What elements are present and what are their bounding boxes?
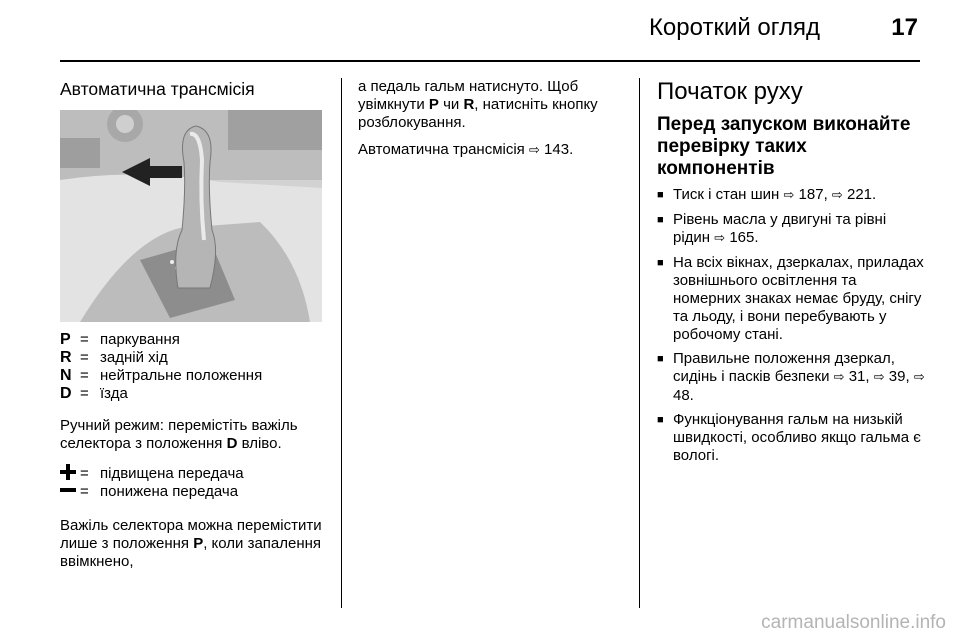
page-ref: 31, xyxy=(844,368,874,385)
manual-mode-paragraph xyxy=(60,417,326,453)
legend-text: підвищена передача xyxy=(100,465,244,482)
bullet-item xyxy=(657,254,925,344)
bullet-square-icon: ■ xyxy=(657,353,664,365)
page-ref-arrow-icon: ⇨ xyxy=(833,370,845,385)
bullet-text: На всіх вікнах, дзеркалах, приладах зовнішнього освітлення та номерних знаках немає бруду, снігу та льоду, і вони перебувають у робочому стані. xyxy=(673,254,924,343)
legend-equals: = xyxy=(80,385,89,402)
legend-equals: = xyxy=(80,483,89,500)
legend-equals: = xyxy=(80,465,89,482)
cross-reference-page: 143. xyxy=(539,141,574,158)
legend-key: R xyxy=(60,349,72,366)
page-ref: 39, xyxy=(884,368,914,385)
bullet-text xyxy=(673,186,876,205)
gear-selector-photo xyxy=(60,110,322,322)
legend-equals: = xyxy=(80,349,89,366)
minus-icon xyxy=(60,482,80,503)
page-ref: 187, xyxy=(794,186,832,203)
manual-mode-text-end: вліво. xyxy=(237,435,282,452)
gear-change-legend xyxy=(60,465,326,501)
legend-equals: = xyxy=(80,367,89,384)
legend-equals: = xyxy=(80,331,89,348)
selector-move-paragraph xyxy=(60,517,326,571)
watermark: carmanualsonline.info xyxy=(761,612,946,633)
bullet-item xyxy=(657,186,925,205)
checklist-subtitle: Перед запуском виконайте перевірку таких компонентів xyxy=(657,114,911,179)
column-1 xyxy=(60,78,326,571)
page-ref-arrow-icon: ⇨ xyxy=(528,143,540,158)
page-ref-arrow-icon: ⇨ xyxy=(913,370,925,385)
selector-move-text-end: , коли запалення ввімкнено, xyxy=(60,535,322,570)
legend-row xyxy=(60,367,326,385)
brake-key-p: P xyxy=(428,96,439,113)
section-title-automatic-transmission: Автоматична трансмісія xyxy=(60,79,255,99)
page-ref-arrow-icon: ⇨ xyxy=(783,188,795,203)
bullet-item xyxy=(657,211,925,248)
bullet-text xyxy=(673,350,925,405)
legend-row xyxy=(60,483,326,501)
column-3 xyxy=(657,78,925,465)
legend-text: нейтральне положення xyxy=(100,367,263,384)
page-ref: 48. xyxy=(673,387,694,404)
bullet-square-icon: ■ xyxy=(657,257,664,269)
running-header-title: Короткий огляд xyxy=(648,14,820,41)
bullet-square-icon: ■ xyxy=(657,189,664,201)
section-title-starting-off: Початок руху xyxy=(657,78,803,105)
bullet-item xyxy=(657,411,925,465)
cross-reference-text: Автоматична трансмісія xyxy=(358,141,529,158)
selector-move-key: P xyxy=(193,535,204,552)
column-2 xyxy=(358,78,622,160)
bullet-square-icon: ■ xyxy=(657,414,664,426)
bullet-text: Функціонування гальм на низькій швидкості, особливо якщо гальма є вологі. xyxy=(673,411,921,464)
legend-key: P xyxy=(60,331,71,348)
legend-text: їзда xyxy=(100,385,128,402)
brake-text-end: , натисніть кнопку розблокування. xyxy=(358,96,598,131)
legend-key: N xyxy=(60,367,72,384)
manual-mode-key: D xyxy=(226,435,238,452)
bullet-text-part: Правильне положення дзеркал, сидінь і пасків безпеки xyxy=(673,350,895,385)
legend-text: понижена передача xyxy=(100,483,239,500)
header-rule xyxy=(60,60,920,62)
brake-paragraph xyxy=(358,78,622,132)
selector-move-text: Важіль селектора можна перемістити лише з положення xyxy=(60,517,322,552)
legend-row xyxy=(60,465,326,483)
legend-text: задній хід xyxy=(100,349,168,366)
legend-row xyxy=(60,385,326,403)
page-ref: 165. xyxy=(725,229,759,246)
legend-row xyxy=(60,331,326,349)
bullet-text-part: Тиск і стан шин xyxy=(673,186,784,203)
column-divider-2 xyxy=(639,78,640,608)
page-ref-arrow-icon: ⇨ xyxy=(873,370,885,385)
column-divider-1 xyxy=(341,78,342,608)
bullet-text-part: Рівень масла у двигуні та рівні рідин xyxy=(673,211,887,246)
page-ref-arrow-icon: ⇨ xyxy=(831,188,843,203)
bullet-square-icon: ■ xyxy=(657,214,664,226)
brake-text: а педаль гальм натиснуто. Щоб увімкнути xyxy=(358,78,579,113)
page-number: 17 xyxy=(891,14,918,41)
brake-text-or: чи xyxy=(438,96,464,113)
bullet-text xyxy=(673,211,925,248)
manual-mode-text: Ручний режим: перемістіть важіль селектора з положення xyxy=(60,417,298,452)
page-ref-arrow-icon: ⇨ xyxy=(714,231,726,246)
page-ref: 221. xyxy=(842,186,877,203)
cross-reference-paragraph xyxy=(358,141,622,160)
legend-key: D xyxy=(60,385,72,402)
bullet-item xyxy=(657,350,925,405)
legend-row xyxy=(60,349,326,367)
legend-text: паркування xyxy=(100,331,180,348)
gear-position-legend xyxy=(60,331,326,403)
brake-key-r: R xyxy=(463,96,475,113)
